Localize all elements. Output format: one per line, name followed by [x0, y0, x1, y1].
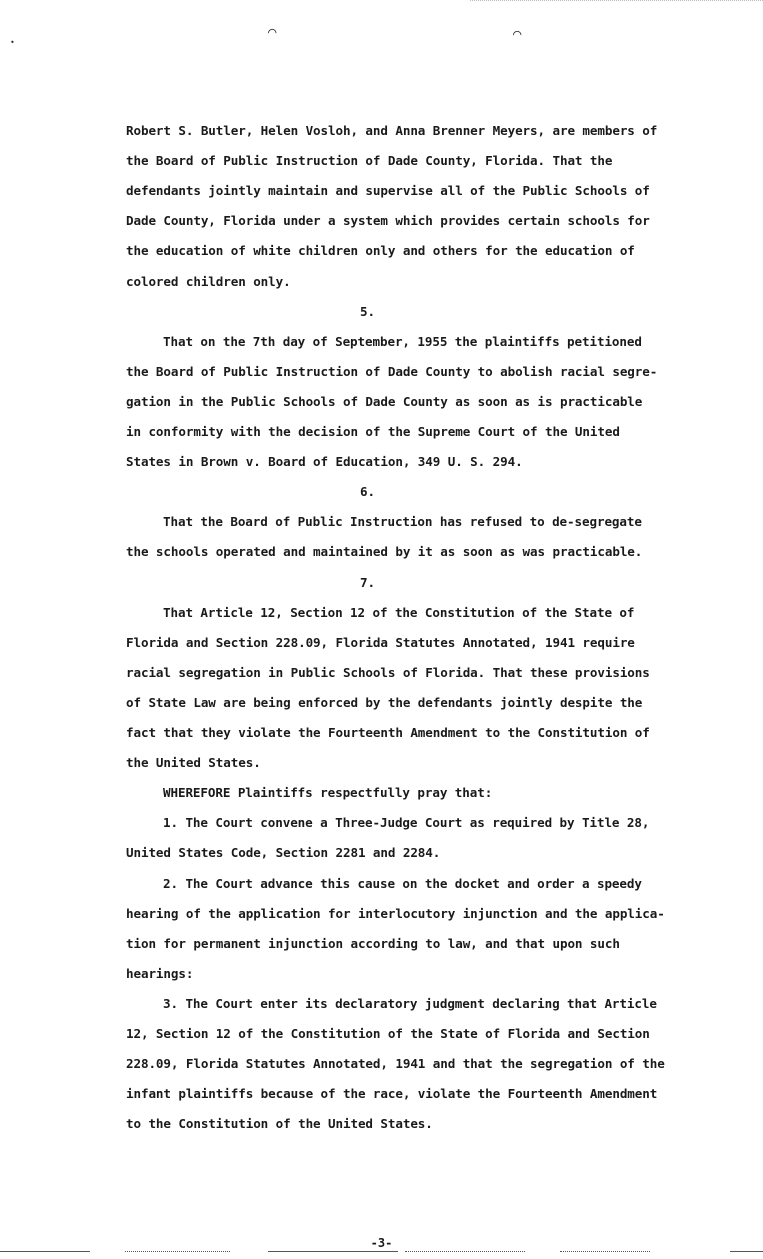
text-line: defendants jointly maintain and supervise all of the Public Schools of — [126, 183, 650, 199]
text-line: 1. The Court convene a Three-Judge Court as required by Title 28, — [163, 815, 650, 831]
bottom-rule-left — [0, 1251, 90, 1252]
bottom-rule-dots-2 — [405, 1251, 525, 1252]
text-line: the education of white children only and others for the education of — [126, 243, 635, 259]
text-line: 12, Section 12 of the Constitution of the State of Florida and Section — [126, 1026, 650, 1041]
bottom-rule-dots-3 — [560, 1251, 650, 1252]
text-line: tion for permanent injunction according to law, and that upon such — [126, 935, 620, 951]
text-line: colored children only. — [126, 273, 291, 289]
bottom-rule-dots-1 — [125, 1251, 230, 1252]
punch-mark-left: ⌒ — [268, 24, 277, 40]
text-line: gation in the Public Schools of Dade County as soon as is practicable — [126, 393, 643, 409]
text-line: the United States. — [126, 755, 261, 771]
text-line: racial segregation in Public Schools of Florida. That these provisions — [126, 664, 650, 680]
text-line: to the Constitution of the United States. — [126, 1116, 433, 1132]
text-line: hearing of the application for interlocutory injunction and the applica- — [126, 905, 665, 921]
text-line: United States Code, Section 2281 and 2284. — [126, 845, 441, 861]
text-line: 2. The Court advance this cause on the docket and order a speedy — [163, 875, 642, 891]
text-line: That the Board of Public Instruction has refused to de-segregate — [163, 514, 642, 530]
page-number: -3- — [370, 1236, 393, 1250]
text-line: in conformity with the decision of the Supreme Court of the United — [126, 424, 620, 439]
speck: • — [10, 38, 15, 47]
text-line: That Article 12, Section 12 of the Constitution of the State of — [163, 604, 635, 620]
text-line: of State Law are being enforced by the defendants jointly despite the — [126, 694, 643, 710]
text-line: fact that they violate the Fourteenth Amendment to the Constitution of — [126, 725, 650, 740]
top-edge-dots — [470, 0, 763, 7]
text-line: WHEREFORE Plaintiffs respectfully pray that: — [163, 785, 493, 801]
text-line: the schools operated and maintained by it as soon as was practicable. — [126, 544, 643, 560]
text-line: States in Brown v. Board of Education, 349 U. S. 294. — [126, 454, 523, 470]
section-number: 7. — [360, 574, 375, 590]
punch-mark-right: ⌒ — [513, 26, 522, 42]
text-line: 3. The Court enter its declaratory judgment declaring that Article — [163, 995, 657, 1011]
section-number: 6. — [360, 484, 375, 500]
text-line: Florida and Section 228.09, Florida Statutes Annotated, 1941 require — [126, 634, 635, 650]
text-line: Robert S. Butler, Helen Vosloh, and Anna Brenner Meyers, are members of — [126, 123, 658, 138]
text-line: 228.09, Florida Statutes Annotated, 1941 and that the segregation of the — [126, 1056, 665, 1072]
text-line: Dade County, Florida under a system which provides certain schools for — [126, 213, 650, 229]
bottom-rule-right — [730, 1251, 763, 1252]
text-line: That on the 7th day of September, 1955 the plaintiffs petitioned — [163, 333, 642, 349]
bottom-rule-center — [268, 1251, 398, 1252]
text-line: infant plaintiffs because of the race, violate the Fourteenth Amendment — [126, 1086, 658, 1102]
text-line: hearings: — [126, 965, 194, 981]
text-line: the Board of Public Instruction of Dade County, Florida. That the — [126, 153, 613, 169]
section-number: 5. — [360, 303, 375, 319]
text-line: the Board of Public Instruction of Dade County to abolish racial segre- — [126, 363, 658, 379]
